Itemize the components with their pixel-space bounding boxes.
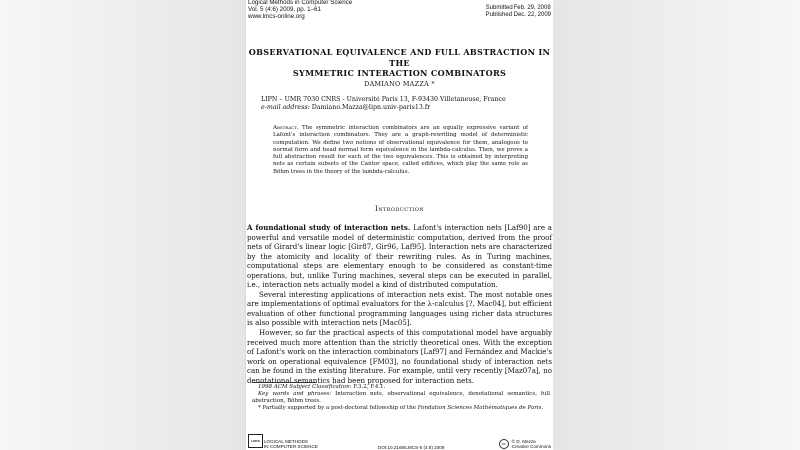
- right-margin-background: [554, 0, 800, 450]
- journal-header: [248, 0, 352, 20]
- abstract: [273, 125, 528, 176]
- logo-text: [264, 439, 318, 449]
- acm-classification: [252, 384, 550, 391]
- paragraph: Several interesting applications of interaction nets exist. The most notable ones are implementations of optimal evaluators for the λ-calculus [?, Mac04], but efficient evaluation of other functional programming languages using richer data structures is also possible with interaction nets [Mac05].: [247, 289, 552, 328]
- support-text: * Partially supported by a post-doctoral fellowship of the: [258, 405, 416, 411]
- support-note: [252, 405, 550, 412]
- keywords-label: Key words and phrases:: [258, 391, 332, 397]
- author-name: DAMIANO MAZZA *: [364, 80, 435, 88]
- logo-line-1: LOGICAL METHODS: [264, 439, 308, 444]
- email-link[interactable]: Damiano.Mazza@lipn.univ-paris13.fr: [311, 104, 431, 112]
- logo-line-2: IN COMPUTER SCIENCE: [264, 444, 318, 449]
- acm-label: 1998 ACM Subject Classification:: [258, 384, 352, 390]
- page-footer: [246, 434, 553, 450]
- abstract-text: The symmetric interaction combinators are an equally expressive variant of Lafont's interaction combinators. They are a graph-rewriting model of deterministic computation. We define two notions of observational equivalence for them, analogous to normal form and head normal form equivalence in the lambda-calculus. Then, we prove a full abstraction result for each of the two equivalences. This is obtained by interpreting nets as certain subsets of the Cantor space, called edifices, which play the same role as Böhm trees in the theory of the lambda-calculus.: [273, 125, 529, 175]
- license-link[interactable]: Creative Commons: [511, 444, 551, 450]
- published-date: Dec. 22, 2009: [513, 12, 551, 19]
- keywords-value: Interaction nets, observational equivalence, denotational semantics, full abstraction, Böhm trees.: [252, 391, 550, 404]
- affiliation-block: [261, 96, 506, 112]
- title-line-1: OBSERVATIONAL EQUIVALENCE AND FULL ABSTRACTION IN THE: [248, 47, 551, 68]
- lmcs-logo-icon: LMCS: [248, 434, 263, 448]
- doi-link[interactable]: DOI:10.2168/LMCS-5 (4:6) 2009: [378, 445, 445, 450]
- creative-commons-icon: cc: [499, 439, 509, 449]
- paragraph-text: Lafont's interaction nets [Laf90] are a powerful and versatile model of deterministic computation, derived from the proof nets of Girard's linear logic [Gir87, Gir96, Laf95]. Interaction nets are characterized by the atomicity and locality of their rewriting rules. As in Turing machines, computational steps are elementary enough to be considered as constant-time operations, but, unlike Turing machines, several steps can be executed in parallel, i.e., interaction nets actually model a kind of distributed computation.: [247, 223, 552, 290]
- journal-website-link[interactable]: www.lmcs-online.org: [248, 12, 305, 20]
- paragraph: However, so far the practical aspects of this computational model have arguably received much more attention than the strictly theoretical ones. With the exception of Lafont's work on the interaction combinators [Laf97] and Fernández and Mackie's work on operational equivalence [FM03], no foundational study of interaction nets can be found in the existing literature. For example, until very recently [Maz07a], no denotational semantics had been proposed for interaction nets.: [247, 328, 552, 385]
- support-org: Fondation Sciences Mathématiques de Paris.: [417, 405, 544, 411]
- paper-title: [246, 47, 553, 79]
- title-line-2: SYMMETRIC INTERACTION COMBINATORS: [292, 68, 507, 78]
- footnote-rule: [252, 382, 316, 383]
- section-heading: Introduction: [374, 204, 425, 213]
- left-margin-background: [0, 0, 246, 450]
- dates-header: [486, 5, 551, 20]
- affiliation: LIPN – UMR 7030 CNRS - Université Paris 13, F-93430 Villetaneuse, France: [261, 96, 506, 103]
- license-block: [499, 439, 551, 449]
- published-label: Published: [485, 12, 512, 19]
- acm-value: F.3.2, F.4.1.: [353, 384, 386, 390]
- body-text: [247, 223, 552, 385]
- journal-volume: Vol. 5 (4:6) 2009, pp. 1–61: [248, 5, 321, 13]
- keywords: [252, 391, 550, 405]
- paragraph-heading: A foundational study of interaction nets.: [247, 223, 411, 232]
- submitted-date: Feb. 29, 2008: [513, 5, 551, 11]
- paragraph: [247, 223, 552, 290]
- journal-name: Logical Methods in Computer Science: [248, 0, 353, 6]
- footnotes: [252, 384, 550, 412]
- email-label: e-mail address:: [261, 104, 310, 112]
- abstract-label: Abstract.: [273, 125, 299, 131]
- submitted-label: Submitted: [485, 5, 513, 11]
- pdf-page: [246, 0, 553, 450]
- copyright-name: © D. Mazza: [511, 439, 536, 444]
